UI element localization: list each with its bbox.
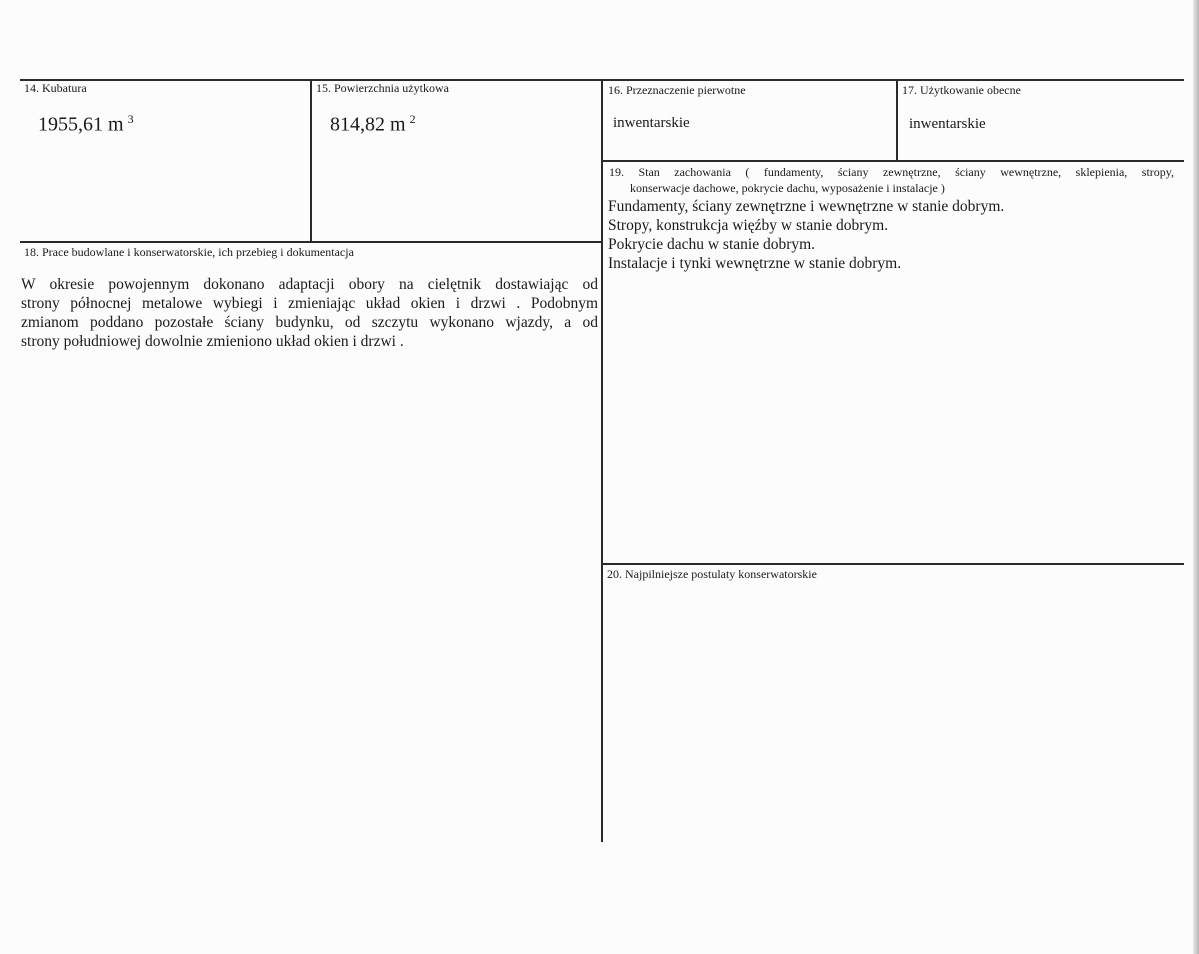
divider-14-15 [310,79,312,241]
field-14-label: 14. Kubatura [24,81,87,95]
field-19-label-line-2: konserwacje dachowe, pokrycie dachu, wyposażenie i instalacje ) [630,181,945,195]
scan-edge-shadow [1193,0,1199,954]
field-18-line: strony północnej metalowe wybiegi i zmieniając układ okien i drzwi . Podobnym [21,295,598,312]
volume-exponent: 3 [127,112,134,126]
field-15-label: 15. Powierzchnia użytkowa [316,81,449,95]
field-16-label: 16. Przeznaczenie pierwotne [608,83,746,97]
area-value: 814,82 m [330,113,406,136]
field-18-text [21,275,598,351]
rule-above-18 [20,241,602,243]
field-18-line: strony południowej dowolnie zmieniono układ okien i drzwi . [21,333,404,350]
field-18-label: 18. Prace budowlane i konserwatorskie, ich przebieg i dokumentacja [24,245,354,259]
area-exponent: 2 [409,112,416,126]
field-19-text [608,197,1178,273]
field-17-value: inwentarskie [909,116,986,132]
rule-under-16-17 [602,160,1184,162]
rule-above-20 [602,563,1184,565]
center-divider [601,79,603,842]
field-14-value [38,112,134,137]
field-15-value [330,112,416,137]
field-18-line: W okresie powojennym dokonano adaptacji obory na cielętnik dostawiając od [21,276,598,293]
field-18-line: zmianom poddano pozostałe ściany budynku, od szczytu wykonano wjazdy, a od [21,314,598,331]
divider-16-17 [896,79,898,160]
field-20-label: 20. Najpilniejsze postulaty konserwatorskie [607,567,817,581]
field-16-value: inwentarskie [613,115,690,131]
field-19-line: Instalacje i tynki wewnętrzne w stanie dobrym. [608,255,902,272]
volume-value: 1955,61 m [38,113,124,136]
field-19-line: Fundamenty, ściany zewnętrzne i wewnętrzne w stanie dobrym. [608,198,1005,215]
field-19-line: Pokrycie dachu w stanie dobrym. [608,236,816,253]
field-17-label: 17. Użytkowanie obecne [902,83,1021,97]
field-19-label-line-1: 19. Stan zachowania ( fundamenty, ściany zewnętrzne, ściany wewnętrzne, sklepienia, stropy, [609,165,1174,179]
field-19-line: Stropy, konstrukcja więźby w stanie dobrym. [608,217,889,234]
